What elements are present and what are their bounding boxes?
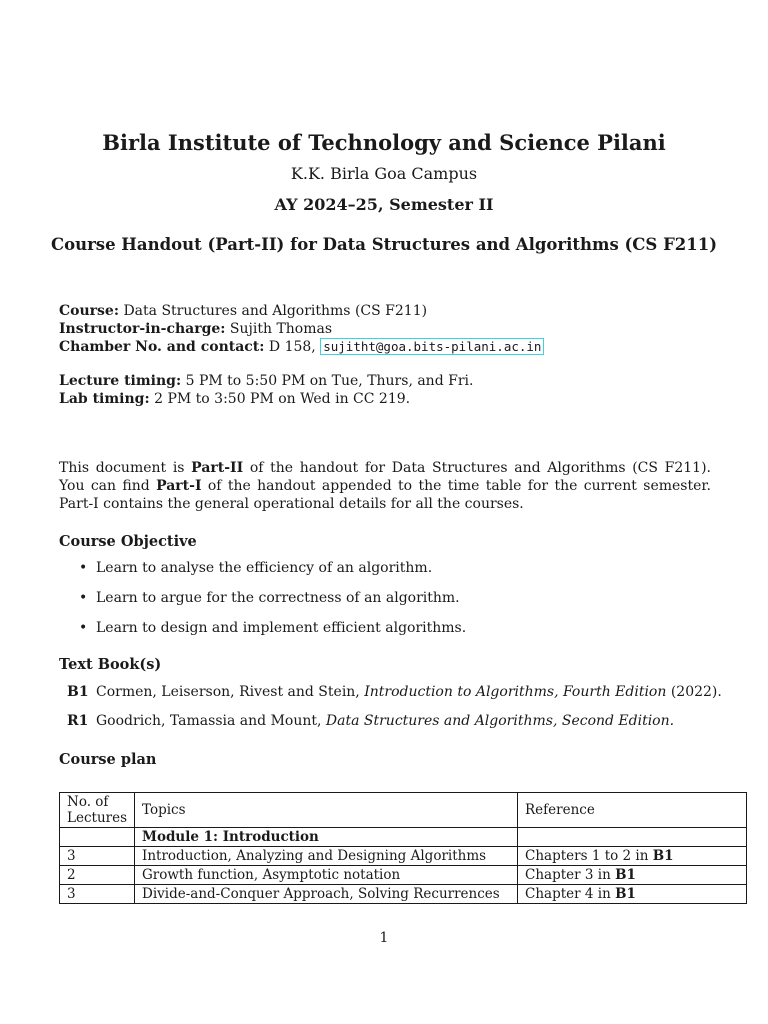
email-link[interactable]: sujitht@goa.bits-pilani.ac.in <box>320 338 544 355</box>
objective-item <box>79 590 460 606</box>
header-reference: Reference <box>518 793 747 828</box>
instructor-value: Sujith Thomas <box>229 321 333 337</box>
intro-bold-part2: Part-II <box>191 460 244 476</box>
table-row <box>60 847 747 866</box>
ref-prefix: Chapter 3 in <box>525 867 611 883</box>
institute-name: Birla Institute of Technology and Science Pilani <box>102 130 666 155</box>
bullet-icon: • <box>79 590 88 606</box>
course-info <box>59 302 544 356</box>
intro-bold-part1: Part-I <box>156 478 202 494</box>
table-header-row <box>60 793 747 828</box>
page-number: 1 <box>379 930 389 946</box>
book-year: (2022). <box>670 684 722 700</box>
textbook-item <box>67 713 674 729</box>
book-authors: Cormen, Leiserson, Rivest and Stein, <box>96 684 360 700</box>
course-plan-table <box>59 792 747 904</box>
textbook-heading: Text Book(s) <box>59 656 162 673</box>
book-title: Data Structures and Algorithms, Second Edition. <box>325 713 675 729</box>
ref-prefix: Chapters 1 to 2 in <box>525 848 649 864</box>
course-line <box>59 302 544 320</box>
header-topics: Topics <box>135 793 518 828</box>
bullet-icon: • <box>79 560 88 576</box>
header-lectures <box>60 793 135 828</box>
ref-book: B1 <box>652 848 674 864</box>
row-topic: Growth function, Asymptotic notation <box>135 866 518 885</box>
row-lectures: 2 <box>60 866 135 885</box>
row-reference <box>518 866 747 885</box>
objective-heading: Course Objective <box>59 533 197 550</box>
module-empty-cell <box>518 828 747 847</box>
table-row <box>60 866 747 885</box>
row-topic: Introduction, Analyzing and Designing Algorithms <box>135 847 518 866</box>
campus-name: K.K. Birla Goa Campus <box>290 164 478 183</box>
chamber-label: Chamber No. and contact: <box>59 339 265 355</box>
module-row <box>60 828 747 847</box>
intro-text-1: This document is <box>59 460 192 476</box>
chamber-value: D 158, <box>268 339 316 355</box>
lecture-label: Lecture timing: <box>59 373 182 389</box>
row-topic: Divide-and-Conquer Approach, Solving Recurrences <box>135 885 518 904</box>
ref-book: B1 <box>615 867 636 883</box>
handout-title: Course Handout (Part-II) for Data Structures and Algorithms (CS F211) <box>50 235 718 254</box>
course-value: Data Structures and Algorithms (CS F211) <box>123 303 428 319</box>
course-label: Course: <box>59 303 119 319</box>
header-lectures-line2: Lectures <box>67 810 128 826</box>
row-lectures: 3 <box>60 847 135 866</box>
ref-prefix: Chapter 4 in <box>525 886 611 902</box>
book-authors: Goodrich, Tamassia and Mount, <box>96 713 322 729</box>
lecture-line <box>59 372 473 390</box>
objective-text: Learn to design and implement efficient algorithms. <box>96 620 467 636</box>
row-lectures: 3 <box>60 885 135 904</box>
course-plan-heading: Course plan <box>59 751 157 768</box>
objective-item <box>79 560 432 576</box>
objective-item <box>79 620 466 636</box>
lab-label: Lab timing: <box>59 391 150 407</box>
intro-text-3: of the handout appended to the time table for the current semester. Part-I contains the general operational details for all the courses. <box>59 478 712 512</box>
row-reference <box>518 885 747 904</box>
lab-value: 2 PM to 3:50 PM on Wed in CC 219. <box>154 391 411 407</box>
module-title: Module 1: Introduction <box>135 828 518 847</box>
header-lectures-line1: No. of <box>67 794 109 810</box>
module-empty-cell <box>60 828 135 847</box>
book-title: Introduction to Algorithms, Fourth Edition <box>364 684 667 700</box>
book-tag: B1 <box>67 684 89 700</box>
lecture-value: 5 PM to 5:50 PM on Tue, Thurs, and Fri. <box>185 373 474 389</box>
objective-text: Learn to argue for the correctness of an algorithm. <box>96 590 460 606</box>
intro-text-2: of the handout for Data Structures and Algorithms (CS F211). You can find <box>59 460 711 494</box>
book-tag: R1 <box>67 713 89 729</box>
timing-info <box>59 372 473 408</box>
textbook-item <box>67 684 722 700</box>
instructor-label: Instructor-in-charge: <box>59 321 226 337</box>
chamber-line <box>59 338 544 356</box>
objective-text: Learn to analyse the efficiency of an algorithm. <box>96 560 433 576</box>
lab-line <box>59 390 473 408</box>
ref-book: B1 <box>615 886 636 902</box>
academic-year: AY 2024–25, Semester II <box>274 195 494 214</box>
intro-paragraph <box>59 459 711 513</box>
bullet-icon: • <box>79 620 88 636</box>
table-row <box>60 885 747 904</box>
row-reference <box>518 847 747 866</box>
instructor-line <box>59 320 544 338</box>
